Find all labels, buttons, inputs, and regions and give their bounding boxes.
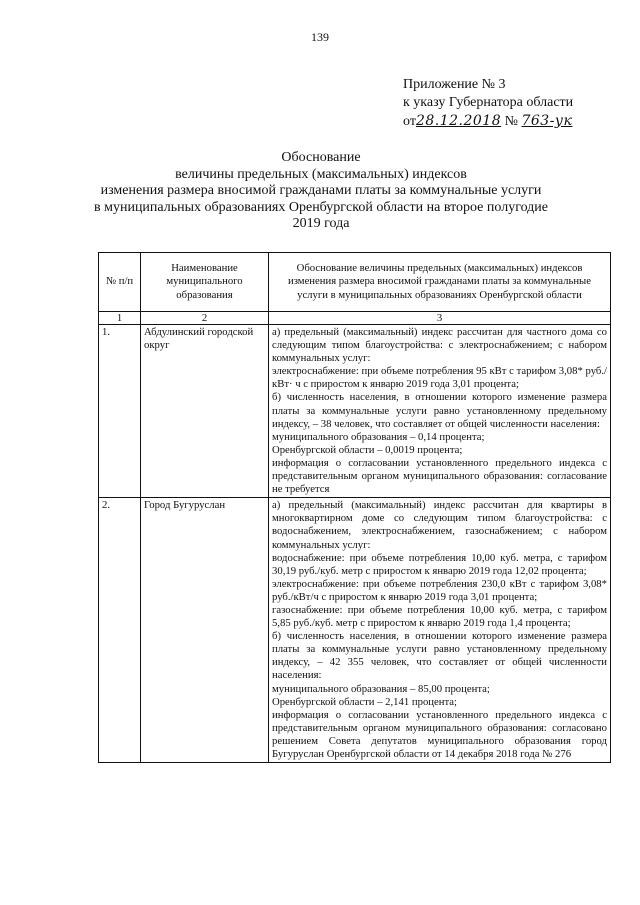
justification-paragraph: муниципального образования – 0,14 процента; [272, 430, 485, 443]
justification-paragraph: а) предельный (максимальный) индекс рассчитан для частного дома со следующим типом благоустройства: с электроснабжением; с набором коммунальных услуг: [272, 326, 607, 365]
title-line: величины предельных (максимальных) индексов [175, 166, 467, 182]
justification-table [98, 252, 611, 763]
number-label: № [504, 114, 518, 129]
justification-paragraph: Оренбургской области – 0,0019 процента; [272, 443, 463, 456]
justification-paragraph: электроснабжение: при объеме потребления 95 кВт с тарифом 3,08* руб./кВт· ч с приростом к январю 2019 года 3,01 процента; [272, 365, 607, 391]
table-row [99, 325, 611, 498]
table-column-numbers-row [99, 312, 611, 325]
justification-paragraph: б) численность населения, в отношении которого изменение размера платы за коммунальные услуги равно установленному предельному индексу, – 38 человек, что составляет от общей численности населения: [272, 391, 607, 430]
appendix-block [403, 76, 573, 131]
title-line: изменения размера вносимой гражданами платы за коммунальные услуги [100, 183, 542, 198]
title-line: Обоснование [281, 150, 361, 165]
appendix-decree-ref: к указу Губернатора области [403, 95, 574, 110]
row-number: 2. [99, 498, 141, 763]
justification-paragraph: а) предельный (максимальный) индекс рассчитан для квартиры в многоквартирном доме со следующим типом благоустройства: с водоснабжением, электроснабжением, газоснабжением; с набором коммунальных услуг: [272, 499, 607, 551]
handwritten-number: 763-ук [521, 113, 573, 129]
justification-paragraph: водоснабжение: при объеме потребления 10,00 куб. метра, с тарифом 30,19 руб./куб. метр с приростом к январю 2019 года 12,02 процента; [272, 551, 607, 577]
table-header-row [99, 253, 611, 312]
justification-paragraph: электроснабжение: при объеме потребления 230,0 кВт с тарифом 3,08* руб./кВт/ч с приростом к январю 2019 года 3,01 процента; [272, 577, 607, 603]
justification-paragraph: б) численность населения, в отношении которого изменение размера платы за коммунальные услуги равно установленному предельному индексу, – 42 355 человек, что составляет от общей численности населения: [272, 630, 607, 682]
title-line: в муниципальных образованиях Оренбургской области на второе полугодие [93, 199, 549, 215]
header-num: № п/п [99, 253, 141, 312]
municipality-name: Город Бугуруслан [141, 498, 269, 763]
justification-paragraph: муниципального образования – 85,00 процента; [272, 682, 490, 695]
table-row [99, 498, 611, 763]
title-line: 2019 года [292, 216, 350, 231]
justification-paragraph: Оренбургской области – 2,141 процента; [272, 695, 457, 708]
page-number: 139 [311, 30, 329, 44]
justification-paragraph: газоснабжение: при объеме потребления 10,00 куб. метра, с тарифом 5,85 руб./куб. метр с приростом к январю 2019 года 1,4 процента; [272, 603, 607, 630]
municipality-name: Абдулинский городской округ [141, 325, 269, 498]
justification-cell [269, 325, 611, 498]
document-title [90, 150, 552, 233]
header-name: Наименование муниципального образования [141, 253, 269, 312]
justification-paragraph: информация о согласовании установленного предельного индекса с представительным органом муниципального образования: согласование не требуется [272, 456, 607, 496]
handwritten-date: 28.12.2018 [415, 113, 502, 129]
column-number: 2 [141, 312, 269, 325]
header-reason: Обоснование величины предельных (максимальных) индексов изменения размера вносимой гражданами платы за коммунальные услуги в муниципальных образованиях Оренбургской области [269, 253, 611, 312]
appendix-title: Приложение № 3 [403, 77, 506, 92]
justification-cell [269, 498, 611, 763]
date-prefix: от [403, 114, 416, 129]
row-number: 1. [99, 325, 141, 498]
justification-paragraph: информация о согласовании установленного предельного индекса с представительным органом муниципального образования: согласовано решением Совета депутатов муниципального образования город Бугуруслан Оренбургской области от 14 декабря 2018 года № 276 [272, 708, 607, 760]
column-number: 3 [269, 312, 611, 325]
appendix-date-number [403, 112, 573, 131]
column-number: 1 [99, 312, 141, 325]
